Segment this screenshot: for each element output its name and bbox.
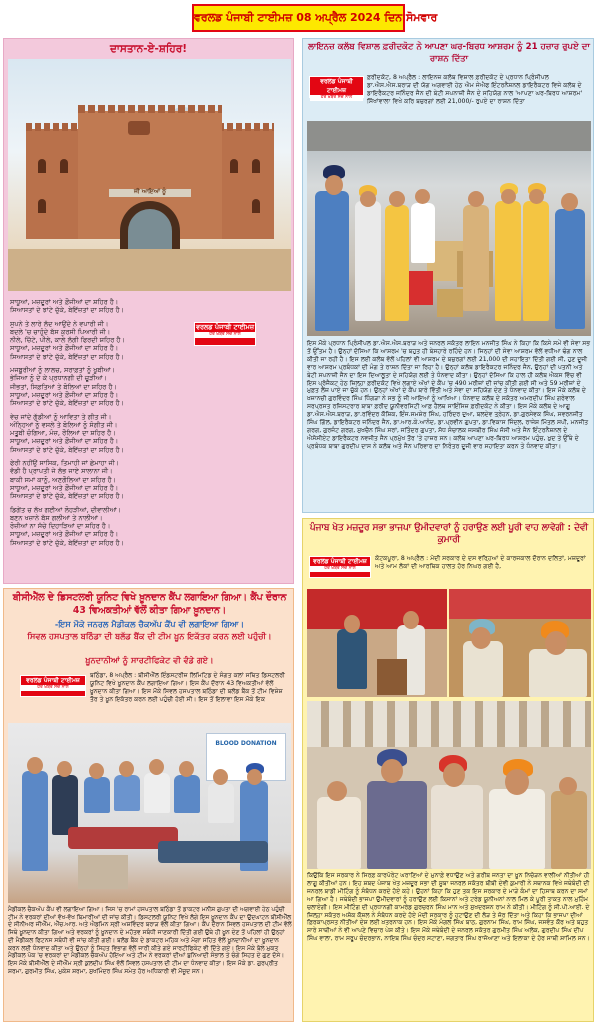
blood-body: ਮੈਡੀਕਲ ਚੈਕਅੱਪ ਕੈਂਪ ਵੀ ਲਗਾਇਆ ਗਿਆ। ਜਿਸ 'ਚ ਰਾਮਾਂ ਹਸਪਤਾਲ ਬਠਿੰਡਾ ਤੋਂ ਡਾਕਟਰ ਮਨੀਸ਼ ਗੁਪਤਾ ਦੀ ਅਗਵਾਈ ਹੇਠ ਪਹੁੰਚੀ ਟੀਮ ਨੇ ਵਰਕਰਾਂ ਦੀਆਂ ਵੱਖ-ਵੱਖ ਬਿਮਾਰੀਆਂ ਦੀ ਜਾਂਚ ਕੀਤੀ। ਡਿਸਟਲਰੀ ਯੂਨਿਟ ਵਿਖੇ ਲੱਗੇ ਇਸ ਖ਼ੂਨਦਾਨ ਕੈਂਪ ਦਾ ਉਦਘਾਟਨ ਬੀਸੀਐੱਲ ਦੇ ਸੀਨੀਅਰ ਜੀਐੱਮ, ਐੱਚ.ਆਰ. ਅਤੇ ਐਡਮਿਨ ਸ੍ਰੀ ਅਸ਼ਵਿੰਦਰ ਬਰਾੜ ਵੱਲੋਂ ਕੀਤਾ ਗਿਆ। ਕੈਂਪ ਦੌਰਾਨ ਸਿਵਲ ਹਸਪਤਾਲ ਦੀ ਟੀਮ ਵੱਲੋਂ ਜਿਥੇ ਖ਼ੂਨਦਾਨ ਕੀਤਾ ਗਿਆ ਅਤੇ ਵਰਕਰਾਂ ਨੂੰ ਖ਼ੂਨਦਾਨ ਦੇ ਮਹੱਤਵ ਸਬੰਧੀ ਜਾਣਕਾਰੀ ਦਿੱਤੀ ਗਈ ਉਥੇ ਹੀ ਖ਼ੂਨ ਦੇਣ ਤੋਂ ਪਹਿਲਾਂ ਹੀ ਉਨ੍ਹਾਂ ਦੀ ਮੈਡੀਕਲ ਫਿਟਨਸ ਸਬੰਧੀ ਵੀ ਜਾਂਚ ਕੀਤੀ ਗਈ। ਬਲੱਡ ਬੈਂਕ ਦੇ ਡਾਕਟਰ ਮਹਿਕ ਅਤੇ ਮੋਗਾ ਸਹਿਤ ਵੱਲੋਂ ਖ਼ੂਨਦਾਨੀਆਂ ਦਾ ਖ਼ੂਨਦਾਨ ਕਰਨ ਲਈ ਧੰਨਵਾਦ ਕੀਤਾ ਅਤੇ ਉਨ੍ਹਾਂ ਨੂੰ ਸਿਹਤ ਵਿਭਾਗ ਵੱਲੋਂ ਜਾਰੀ ਕੀਤੇ ਗਏ ਸਾਰਟੀਫਿਕੇਟ ਵੀ ਦਿੱਤੇ ਗਏ। ਇਸ ਮੌਕੇ ਬੋਲੇ ਮੁਕਤ ਮੈਡੀਕਲ ਪੋਕ 'ਚ ਵਰਕਰਾਂ ਦਾ ਮੈਡੀਕਲ ਚੈਕਅੱਪ ਹੋਇਆ ਅਤੇ ਟੀਮ ਨੇ ਵਰਕਰਾਂ ਦੀਆਂ ਬੁਨਿਆਦੀ ਸੰਭਾਲ ਤੇ ਚੰਗੇ ਸਿਹਤ ਦੇ ਗੁਣ ਦੱਸੇ। ਇਸ ਮੌਕੇ ਬੀਸੀਐੱਲ ਦੇ ਜੀਐੱਮ ਸ੍ਰੀ ਕੁਲਦੀਪ ਸਿੰਘ ਵੱਲੋਂ ਸਿਵਲ ਹਸਪਤਾਲ ਦੀ ਟੀਮ ਦਾ ਧੰਨਵਾਦ ਕੀਤਾ। ਇਸ ਮੌਕੇ ਡਾ. ਗੁਰਪ੍ਰੀਤ ਸ਼ਰਮਾ, ਗੁਰਮੀਤ ਸਿੰਘ, ਮੁਕੇਸ਼ ਸ਼ਰਮਾ, ਸੁਖਮਿੰਦਰ ਸਿੰਘ ਸਮੇਤ ਹੋਰ ਅਧਿਕਾਰੀ ਵੀ ਮੌਜੂਦ ਸਨ। [8, 906, 292, 975]
poem-panel [3, 38, 294, 584]
blood-sub-1: -ਇਸ ਮੌਕੇ ਜਨਰਲ ਮੈਡੀਕਲ ਚੈਕਅੱਪ ਕੈਂਪ ਵੀ ਲਗਾਇਆ ਗਿਆ। [54, 619, 245, 629]
masthead [0, 0, 597, 36]
labour-intro: ਕੋਟਕਪੂਰਾ, 8 ਅਪ੍ਰੈਲ : ਮੋਦੀ ਸਰਕਾਰ ਦੇ ਦਸ ਵਰ੍ਹਿਆਂ ਦੇ ਕਾਰਜਕਾਲ ਦੌਰਾਨ ਦਲਿਤਾਂ, ਮਜ਼ਦੂਰਾਂ ਅਤੇ ਆਮ ਲੋਕਾਂ ਦੀ ਆਰਥਿਕ ਹਾਲਤ ਹੋਰ ਨਿਘਰ ਗਈ ਹੈ, [375, 555, 586, 570]
poem-stanza: ਮਜਬੂਰੀਆਂ ਨੂੰ ਲਾਲਚ, ਸਰਾਫ਼ਤਾਂ ਨੂੰ ਖੂਬੀਆਂ। ਭੇਜਿਆ ਨੂੰ ਦੇ ਕੇ ਪ੍ਰਧਾਨਗੀ ਦੀ ਚੂੜੀਆਂ। ਜੀਭਤਾਂ, ਸਿਫ਼ਤਿਆਂ ਤੇ ਬੋਲਿਆਂ ਦਾ ਸ਼ਹਿਰ ਹੈ। ਸਾਧੂਆਂ, ਮਜ਼ਦੂਰਾਂ ਅਤੇ ਫ਼ੌਜੀਆਂ ਦਾ ਸ਼ਹਿਰ ਹੈ। ਸਿਆਸਤਾਂ ਦੇ ਝਾਂਟੇ ਚੁੱਕੇ, ਬੇਇੱਜ਼ਤਾਂ ਦਾ ਸ਼ਹਿਰ ਹੈ। [10, 366, 125, 408]
blood-logo: ਵਰਲਡ ਪੰਜਾਬੀ ਟਾਈਮਜ਼ ਹਰ ਖ਼ਬਰ ਸੱਚ ਨਾਲ [20, 675, 86, 697]
gate-sign: ਜੀ ਆਇਆਂ ਨੂੰ [133, 188, 167, 195]
blood-sub-2: ਸਿਵਲ ਹਸਪਤਾਲ ਬਠਿੰਡਾ ਦੀ ਬਲੱਡ ਬੈਂਕ ਦੀ ਟੀਮ ਖ਼ੂਨ ਇਕੱਤਰ ਕਰਨ ਲਈ ਪਹੁੰਚੀ। [27, 631, 272, 641]
labour-logo: ਵਰਲਡ ਪੰਜਾਬੀ ਟਾਈਮਜ਼ ਹਰ ਖ਼ਬਰ ਸੱਚ ਨਾਲ [309, 556, 371, 578]
poem-stanza: ਸਾਧੂਆਂ, ਮਜ਼ਦੂਰਾਂ ਅਤੇ ਫ਼ੌਜੀਆਂ ਦਾ ਸ਼ਹਿਰ ਹੈ। ਸਿਆਸਤਾਂ ਦੇ ਝਾਂਟੇ ਚੁੱਕੇ, ਬੇਇੱਜ਼ਤਾਂ ਦਾ ਸ਼ਹਿਰ ਹੈ। [10, 298, 125, 315]
poem-logo: ਵਰਲਡ ਪੰਜਾਬੀ ਟਾਈਮਜ਼ ਹਰ ਖ਼ਬਰ ਸੱਚ ਨਾਲ [194, 322, 256, 346]
labour-photo-2 [449, 589, 591, 697]
poem-stanza: ਡਿਗੇਂਤ ਚ ਲੱਖ ਗਈਆਂ ਲੋਹੜੀਆਂ, ਦੀਵਾਲੀਆਂ। ਬਣਨ ਖਜ਼ਾਨੇ ਬੱਸ ਗਲੀਆਂ ਤੇ ਨਾਲੀਆਂ। ਰੋਜ਼ੀਆਂ ਨਾ ਸੱਚੇ ਦਿਹਾੜਿਆਂ ਦਾ ਸ਼ਹਿਰ ਹੈ। ਸਾਧੂਆਂ, ਮਜ਼ਦੂਰਾਂ ਅਤੇ ਫ਼ੌਜੀਆਂ ਦਾ ਸ਼ਹਿਰ ਹੈ। ਸਿਆਸਤਾਂ ਦੇ ਝਾਂਟੇ ਚੁੱਕੇ, ਬੇਇੱਜ਼ਤਾਂ ਦਾ ਸ਼ਹਿਰ ਹੈ। [10, 505, 125, 547]
lions-intro: ਫ਼ਰੀਦਕੋਟ, 8 ਅਪ੍ਰੈਲ : ਲਾਇਨਜ਼ ਕਲੱਬ ਵਿਸ਼ਾਲ ਫ਼ਰੀਦਕੋਟ ਦੇ ਪ੍ਰਧਾਨ ਪ੍ਰਿੰਸੀਪਲ ਡਾ.ਐਸ.ਐਸ.ਬਰਾੜ ਦੀ ਯੋਗ ਅਗਵਾਈ ਹੇਠ ਐਮ ਜੇਐਫ ਇੰਟਰਨੈਸ਼ਨਲ ਡਾਇਰੈਕਟਰ ਵਿਜੇ ਕਲੱਬ ਦੇ ਡਾਇਰੈਕਟਰ ਜਨਿੰਦਰ ਜੈਨ ਦੀ ਬੇਟੀ ਸਪਨਾਜ਼ੀ ਜੈਨ ਦੇ ਸਹਿਯੋਗ ਨਾਲ 'ਆਪਣਾ ਘਰ-ਬਿਰਧ ਆਸ਼ਰਮ' ਸਿੱਖਾਂਵਾਲਾ ਵਿਖੇ ਕਰਿ ਬਜ਼ੁਰਗਾਂ ਲਈ 21,000/- ਰੁਪਏ ਦਾ ਰਾਸ਼ਨ ਦਿੱਤਾ [367, 74, 583, 105]
lions-logo: ਵਰਲਡ ਪੰਜਾਬੀ ਟਾਈਮਜ਼ ਹਰ ਖ਼ਬਰ ਸੱਚ ਨਾਲ [309, 76, 364, 98]
blood-sub-3: ਖ਼ੂਨਦਾਨੀਆਂ ਨੂੰ ਸਾਰਟੀਫਿਕੇਟ ਵੀ ਵੰਡੇ ਗਏ। [85, 655, 214, 665]
poem-stanza: ਸੁਪਨੇ ਤੇ ਲਾਰੇ ਲੱਦ ਆਉਂਦੇ ਨੇ ਵਪਾਰੀ ਜੀ। ਬਦਲੇ 'ਚ ਚਾਹੁੰਦੇ ਬੱਸ ਕੁਰਸੀ ਪਿਆਰੀ ਜੀ। ਨੀਲੇ, ਚਿੱਟੇ, ਪੀਲੇ, ਕਾਲੇ ਲੱਗੀ ਫਿਰਦੀ ਸ਼ਹਿਰ ਹੈ। ਸਾਧੂਆਂ, ਮਜ਼ਦੂਰਾਂ ਅਤੇ ਫ਼ੌਜੀਆਂ ਦਾ ਸ਼ਹਿਰ ਹੈ। ਸਿਆਸਤਾਂ ਦੇ ਝਾਂਟੇ ਚੁੱਕੇ, ਬੇਇੱਜ਼ਤਾਂ ਦਾ ਸ਼ਹਿਰ ਹੈ। [10, 319, 125, 361]
labour-photo-3 [307, 701, 591, 869]
poem-stanza: ਫੇਰੀ ਨਹੀਂਉਂ ਸਾਸਿਕ, ਤਿਮਾਹੀ ਜਾਂ ਛੇਮਾਹਾ ਜੀ। ਵੱਡੀ ਹੈ ਪ੍ਰਾਪਤੀ ਜੇ ਲੱਭ ਜਾਏ ਸਾਲਾਨਾ ਜੀ। ਬਾਕੀ ਸਮਾਂ ਕਾਨੂੰ, ਅਣਗੌਲਿਆਂ ਦਾ ਸ਼ਹਿਰ ਹੈ। ਸਾਧੂਆਂ, ਮਜ਼ਦੂਰਾਂ ਅਤੇ ਫ਼ੌਜੀਆਂ ਦਾ ਸ਼ਹਿਰ ਹੈ। ਸਿਆਸਤਾਂ ਦੇ ਝਾਂਟੇ ਚੁੱਕੇ, ਬੇਇੱਜ਼ਤਾਂ ਦਾ ਸ਼ਹਿਰ ਹੈ। [10, 459, 125, 501]
labour-body: ਕਿਉਂਕਿ ਇਸ ਸਰਕਾਰ ਨੇ ਸਿਰਫ਼ ਕਾਰਪੋਰੇਟ ਘਰਾਣਿਆਂ ਦੇ ਮੁਨਾਫ਼ੇ ਵਧਾਉਣ ਅਤੇ ਗਰੀਬ ਜਨਤਾ ਦਾ ਖ਼ੂਨ ਨਿਚੋੜਨ ਵਾਲੀਆਂ ਨੀਤੀਆਂ ਹੀ ਲਾਗੂ ਕੀਤੀਆਂ ਹਨ। ਇਹ ਸ਼ਬਦ ਪੰਜਾਬ ਖੇਤ ਮਜ਼ਦੂਰ ਸਭਾ ਦੀ ਸੂਬਾ ਜਨਰਲ ਸਕੱਤਰ ਬੀਬੀ ਦੇਵੀ ਕੁਮਾਰੀ ਨੇ ਸਥਾਨਕ ਵਿਖੇ ਜਥੇਬੰਦੀ ਦੀ ਜਨਰਲ ਬਾਡੀ ਮੀਟਿੰਗ ਨੂੰ ਸੰਬੋਧਨ ਕਰਦੇ ਹੋਏ ਕਹੇ। ਉਹਨਾਂ ਕਿਹਾ ਕਿ ਹੁਣ ਤਕ ਇਸ ਸਰਕਾਰ ਦੇ ਮਾੜੇ ਕੰਮਾਂ ਦਾ ਹਿਸਾਬ ਕਰਨ ਦਾ ਸਮਾਂ ਆ ਗਿਆ ਹੈ। ਜਥੇਬੰਦੀ ਭਾਜਪਾ ਉਮੀਦਵਾਰਾਂ ਨੂੰ ਹਰਾਉਣ ਲਈ ਕਿਸਾਨਾਂ ਅਤੇ ਟਰੇਡ ਯੂਨੀਅਨਾਂ ਨਾਲ ਮਿਲ ਕੇ ਪੂਰੀ ਤਾਕਤ ਨਾਲ ਮੁਹਿੰਮ ਚਲਾਏਗੀ। ਇਸ ਮੀਟਿੰਗ ਦੀ ਪ੍ਰਧਾਨਗੀ ਕਾਮਰੇਡ ਗੁਰਚਰਨ ਸਿੰਘ ਮਾਨ ਅਤੇ ਸੁਖਦਰਸ਼ਨ ਰਾਮ ਨੇ ਕੀਤੀ। ਮੀਟਿੰਗ ਨੂੰ ਸੀ.ਪੀ.ਆਈ. ਦੇ ਜ਼ਿਲ੍ਹਾ ਸਕੱਤਰ ਅਸ਼ੋਕ ਕੌਸ਼ਲ ਨੇ ਸੰਬੋਧਨ ਕਰਦੇ ਹੋਏ ਮੋਦੀ ਸਰਕਾਰ ਨੂੰ ਹਟਾਉਣ ਦੀ ਲੋੜ ਤੇ ਜ਼ੋਰ ਦਿੱਤਾ ਅਤੇ ਕਿਹਾ ਕਿ ਭਾਜਪਾ ਦੀਆਂ ਫ਼ਿਰਕਾਪ੍ਰਸਤ ਨੀਤੀਆਂ ਦੇਸ਼ ਲਈ ਖ਼ਤਰਨਾਕ ਹਨ। ਇਸ ਮੌਕੇ ਮੰਗਲ ਸਿੰਘ ਬਾਠ, ਗੁਰਨਾਮ ਸਿੰਘ, ਰਾਮ ਸਿੰਘ, ਜਸਵੰਤ ਕੌਰ ਅਤੇ ਬਹੁਤ ਸਾਰੇ ਸਾਥੀਆਂ ਨੇ ਵੀ ਆਪਣੇ ਵਿਚਾਰ ਪੇਸ਼ ਕੀਤੇ। ਇਸ ਮੌਕੇ ਜਥੇਬੰਦੀ ਦੇ ਜਨਰਲ ਸਕੱਤਰ ਗੁਰਮੀਤ ਸਿੰਘ ਅਲੋਕ, ਗੁਰਦੀਪ ਸਿੰਘ ਦੀਪ ਸਿੰਘ ਵਾਲਾ, ਰਾਮ ਸਰੂਪ ਚੰਦਰਭਾਨ, ਨਾਇਬ ਸਿੰਘ ਚੰਦਰ ਸਟਾਣਾ, ਜਗਤਾਰ ਸਿੰਘ ਰਾਜੋਆਣਾ ਅਤੇ ਇਲਾਕਾ ਦੇ ਹੋਰ ਸਾਥੀ ਸ਼ਾਮਿਲ ਸਨ। [307, 872, 590, 943]
blood-panel [3, 588, 294, 1022]
lions-photo [307, 121, 591, 336]
labour-heading: ਪੰਜਾਬ ਖੇਤ ਮਜ਼ਦੂਰ ਸਭਾ ਭਾਜਪਾ ਉਮੀਦਵਾਰਾਂ ਨੂੰ ਹਰਾਉਣ ਲਈ ਪੂਰੀ ਵਾਹ ਲਾਵੇਗੀ : ਦੇਵੀ ਕੁਮਾਰੀ [309, 523, 589, 545]
blood-intro: ਬਠਿੰਡਾ, 8 ਅਪ੍ਰੈਲ : ਬੀਸੀਐੱਲ ਇੰਡਸਟਰੀਜ਼ ਲਿਮਿਟਿਡ ਦੇ ਸੰਗਤ ਕਲਾਂ ਸਥਿਤ ਡਿਸਟਲਰੀ ਯੂਨਿਟ ਵਿਖੇ ਖ਼ੂਨਦਾਨ ਕੈਂਪ ਲਗਾਇਆ ਗਿਆ। ਇਸ ਕੈਂਪ ਦੌਰਾਨ 43 ਵਿਅਕਤੀਆਂ ਵੱਲੋਂ ਖ਼ੂਨਦਾਨ ਕੀਤਾ ਗਿਆ। ਇਸ ਮੌਕੇ ਸਿਵਲ ਹਸਪਤਾਲ ਬਠਿੰਡਾ ਦੀ ਬਲੱਡ ਬੈਂਕ ਤੋਂ ਟੀਮ ਵਿਸ਼ੇਸ਼ ਤੌਰ ਤੇ ਖ਼ੂਨ ਇਕੱਤਰ ਕਰਨ ਲਈ ਪਹੁੰਚੀ ਹੋਈ ਸੀ। ਇਸ ਤੋਂ ਇਲਾਵਾ ਇਸ ਮੌਕੇ ਇਕ [90, 672, 285, 703]
poem-stanza: ਵੇਚ ਜਾਂਦੇ ਗੁੱਡੀਆਂ ਨੂੰ ਆਵਿਤਾ ਤੇ ਗੀਤ ਜੀ। ਅੰਨ੍ਹਿਆਂ ਨੂੰ ਵਸਲੇ ਤੇ ਬੋਲਿਆਂ ਨੂੰ ਸੰਗੀਤ ਜੀ। ਮਤੂਬੀ ਚੰਗਿਆ, ਮੰਜ਼, ਰੌਲਿਆਂ ਦਾ ਸ਼ਹਿਰ ਹੈ। ਸਾਧੂਆਂ, ਮਜ਼ਦੂਰਾਂ ਅਤੇ ਫ਼ੌਜੀਆਂ ਦਾ ਸ਼ਹਿਰ ਹੈ। ਸਿਆਸਤਾਂ ਦੇ ਝਾਂਟੇ ਚੁੱਕੇ, ਬੇਇੱਜ਼ਤਾਂ ਦਾ ਸ਼ਹਿਰ ਹੈ। [10, 412, 125, 454]
blood-heading: ਬੀਸੀਐੱਲ ਦੇ ਡਿਸਟਲਰੀ ਯੂਨਿਟ ਵਿਖੇ ਖ਼ੂਨਦਾਨ ਕੈਂਪ ਲਗਾਇਆ ਗਿਆ। ਕੈਂਪ ਦੌਰਾਨ 43 ਵਿਅਕਤੀਆਂ ਵੱਲੋਂ ਕੀਤਾ ਗਿਆ ਖ਼ੂਨਦਾਨ। [12, 592, 287, 616]
lions-body: ਇਸ ਮੌਕੇ ਪ੍ਰਧਾਨ ਪ੍ਰਿੰਸੀਪਲ ਡਾ.ਐਸ.ਐਸ.ਬਰਾੜ ਅਤੇ ਜਨਰਲ ਸਕੱਤਰ ਲਾਇਨ ਮਨਜੀਤ ਸਿੰਘ ਨੇ ਕਿਹਾ ਕਿ ਕਿਸੇ ਸਮੇਂ ਵੀ ਸੇਵਾ ਸਭ ਤੋਂ ਉੱਤਮ ਹੈ। ਉਨ੍ਹਾਂ ਦੱਸਿਆ ਕਿ ਆਸ਼ਰਮ 'ਚ ਬਹੁਤ ਹੀ ਬੇਸਹਾਰੇ ਰਹਿੰਦੇ ਹਨ। ਜਿਨ੍ਹਾਂ ਦੀ ਸੇਵਾ ਆਸ਼ਰਮ ਵੱਲੋਂ ਵਧੀਆ ਢੰਗ ਨਾਲ ਕੀਤੀ ਜਾ ਰਹੀ ਹੈ। ਇਸ ਲਈ ਕਲੱਬ ਵੱਲੋਂ ਪਹਿਲਾਂ ਵੀ ਆਸ਼ਰਮ ਦੇ ਬਜ਼ੁਰਗਾਂ ਲਈ 21,000 ਦੀ ਸਹਾਇਤਾ ਦਿੱਤੀ ਗਈ ਸੀ, ਹੁਣ ਦੂਜੀ ਵਾਰ ਆਸ਼ਰਮ ਪ੍ਰਬੰਧਕਾਂ ਦੀ ਮੰਗ ਤੇ ਰਾਸ਼ਨ ਦਿੱਤਾ ਜਾ ਰਿਹਾ ਹੈ। ਉਨ੍ਹਾਂ ਕਲੱਬ ਡਾਇਰੈਕਟਰ ਜਨਿੰਦਰ ਜੈਨ, ਉਨ੍ਹਾਂ ਦੀ ਪਤਨੀ ਅਤੇ ਬੇਟੀ ਸਪਨਾਜ਼ੀ ਜੈਨ ਦਾ ਇਸ ਦਿਆਲੂਤਾ ਦੇ ਸਹਿਯੋਗ ਲਈ ਤੇ ਧੰਨਵਾਦ ਕੀਤਾ। ਉਨ੍ਹਾਂ ਦੱਸਿਆ ਕਿ ਹਾਲ ਹੀ ਕਲੱਬ ਐਕਸ ਵਿੱਚ ਵੀ ਇਸ ਪ੍ਰੋਜੈਕਟ ਹੇਠ ਜ਼ਿਲ੍ਹਾ ਫ਼ਰੀਦਕੋਟ ਵਿਖੇ ਲਗਾਏ ਅੱਖਾਂ ਦੇ ਕੈਂਪ 'ਚ 490 ਮਰੀਜ਼ਾਂ ਦੀ ਜਾਂਚ ਕੀਤੀ ਗਈ ਸੀ ਅਤੇ 59 ਮਰੀਜ਼ਾਂ ਦੇ ਮੁਫ਼ਤ ਲੈਂਜ਼ ਪਾਏ ਜਾ ਚੁੱਕੇ ਹਨ। ਉਨ੍ਹਾਂ ਅੱਖਾਂ ਦੇ ਕੈਂਪ ਬਾਰੇ ਵਿੱਤੀ ਅਤੇ ਸੇਵਾ ਦਾ ਸਹਿਯੋਗ ਦੇਣ ਤੇ ਧੰਨਵਾਦ ਕੀਤਾ। ਇਸ ਮੌਕੇ ਕਲੱਬ ਦੇ ਖ਼ਜ਼ਾਨਚੀ ਗੁਰਵਿੰਦਰ ਸਿੰਘ ਧਿੰਗੜਾ ਨੇ ਸਭ ਨੂੰ ਜੀ ਆਇਆਂ ਨੂੰ ਆਖਿਆ। ਧੰਨਵਾਦ ਕਲੱਬ ਦੇ ਸਕੱਤਰ ਅਮਰਦੀਪ ਸਿੰਘ ਗਰੇਵਾਲ ਸਰਪ੍ਰਸਤ ਰਜਿਸਟਰਾਰ ਬਾਬਾ ਫ਼ਰੀਦ ਯੂਨੀਵਰਸਿਟੀ ਆਫ਼ ਹੈਲਥ ਸਾਇੰਸਿਜ਼ ਫ਼ਰੀਦਕੋਟ ਨੇ ਕੀਤਾ। ਇਸ ਮੌਕੇ ਕਲੱਬ ਦੇ ਆਗੂ ਡਾ.ਐਸ.ਐਸ.ਬਰਾੜ, ਡਾ.ਰਵਿੰਦਰ ਕੌਸ਼ਿਕ, ਇੰਜ.ਸਮਸ਼ੇਰ ਸਿੰਘ, ਹਰਿੰਦਰ ਦੁਆ, ਬਲਦੇਵ ਤ੍ਰੇਹਨ, ਡਾ.ਗੁਰਸੇਵਕ ਸਿੰਘ, ਸਵਰਨਜੀਤ ਸਿੰਘ ਗਿੱਲ, ਡਾਇਰੈਕਟਰ ਜਨਿੰਦਰ ਜੈਨ, ਡਾ.ਆਰ.ਕੇ.ਆਨੰਦ, ਡਾ.ਪ੍ਰਵੀਨ ਗੁਪਤਾ, ਡਾ.ਵਿਕਾਸ ਜਿੰਦਲ, ਰਾਜੇਸ਼ ਮਿੱਤਲ ਸਪੀ, ਮਨਜੀਤ ਗਰਗ, ਗੁਰਜੰਟ ਗਰਗ, ਸੁਖਚੈਨ ਸਿੰਘ ਸਰਾਂ, ਜਤਿੰਦਰ ਗੁਪਤਾ, ਸੱਧ ਸੰਚਾਲਕ ਜਸਬੀਰ ਸਿੰਘ ਜੱਸੀ ਅਤੇ ਜੈਨ ਇੰਟਰਨੈਸ਼ਨਲ ਦੇ ਐਸੋਸੀਏਟ ਡਾਇਰੈਕਟਰ ਨਵਜੀਤ ਜੈਨ ਪ੍ਰਮੁੱਖ ਤੌਰ 'ਤੇ ਹਾਜ਼ਰ ਸਨ। ਕਲੱਬ ਆਪਣਾ ਘਰ-ਬਿਰਧ ਆਸ਼ਰਮ ਪਹੁੰਚ, ਖ਼ੁਦ ਤੇ ਉੱਥੇ ਦੇ ਪ੍ਰਬੰਧਕ ਬਾਬਾ ਗੁਰਦੀਪ ਦਾਸ ਨੇ ਕਲੱਬ ਅਤੇ ਜੈਨ ਪਰਿਵਾਰ ਦਾ ਨਿਰੰਤਰ ਦੂਜੀ ਵਾਰ ਸਹਾਇਤਾ ਕਰਨ ਤੇ ਧੰਨਵਾਦ ਕੀਤਾ। [307, 340, 591, 450]
fort-photo [8, 59, 291, 291]
labour-photo-1 [307, 589, 447, 697]
blood-photo [8, 723, 291, 903]
blood-banner-text: BLOOD DONATION [215, 740, 277, 747]
labour-panel [302, 518, 594, 1022]
lions-panel [302, 38, 594, 513]
lions-heading: ਲਾਇਨਜ਼ ਕਲੱਬ ਵਿਸ਼ਾਲ ਫ਼ਰੀਦਕੋਟ ਨੇ ਆਪਣਾ ਘਰ-ਬਿਰਧ ਆਸ਼ਰਮ ਨੂੰ 21 ਹਜ਼ਾਰ ਰੁਪਏ ਦਾ ਰਾਸ਼ਨ ਦਿੱਤਾ [308, 42, 590, 64]
masthead-title: ਵਰਲਡ ਪੰਜਾਬੀ ਟਾਈਮਜ਼ 08 ਅਪ੍ਰੈਲ 2024 ਦਿਨ ਸੋਮਵਾਰ [192, 4, 405, 32]
poem-heading: ਦਾਸਤਾਨ-ਏ-ਸ਼ਹਿਰ! [109, 43, 188, 55]
poem-body [10, 298, 192, 552]
